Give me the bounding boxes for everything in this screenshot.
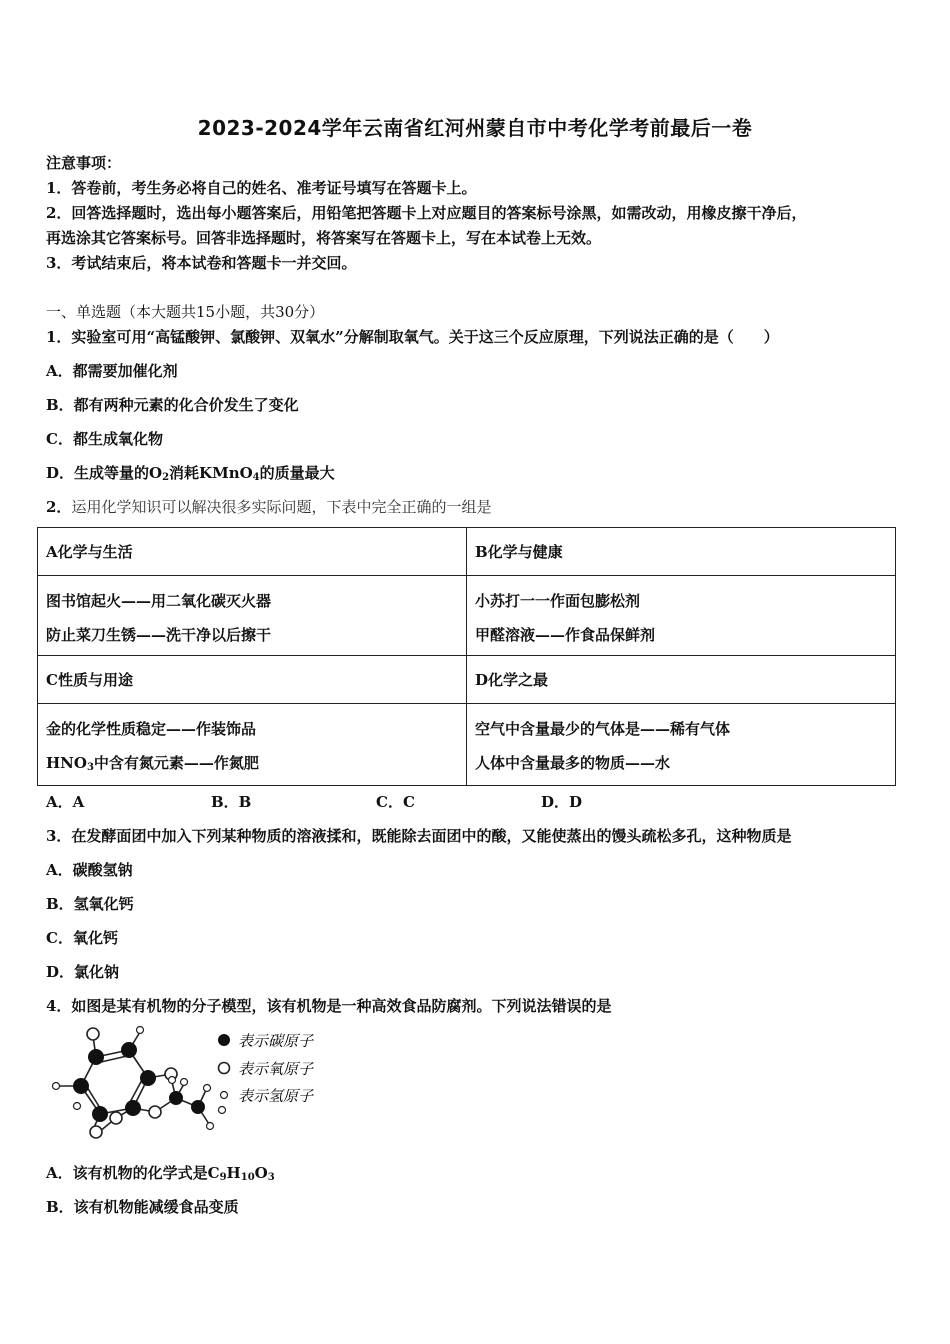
notice-item-1: 1．答卷前，考生务必将自己的姓名、准考证号填写在答题卡上。 (46, 179, 477, 197)
notice-item-2: 2．回答选择题时，选出每小题答案后，用铅笔把答题卡上对应题目的答案标号涂黑，如需改动，用橡皮擦干净后， (46, 204, 807, 222)
q3-option-d: D．氯化钠 (46, 963, 120, 981)
cell-c-head: C性质与用途 (38, 656, 467, 704)
cell-d-head: D化学之最 (467, 656, 896, 704)
q1-stem: 1．实验室可用“高锰酸钾、氯酸钾、双氧水”分解制取氧气。关于这三个反应原理，下列说法正确的是（ ） (46, 328, 779, 346)
q2-option-c: C．C (376, 793, 415, 811)
cell-d-body: 空气中含量最少的气体是——稀有气体 人体中含量最多的物质——水 (467, 704, 896, 786)
q4-option-a: A．该有机物的化学式是$C_9H_{10}O_3$ (46, 1164, 275, 1183)
q1-option-c: C．都生成氧化物 (46, 430, 163, 448)
q4-option-b: B．该有机物能减缓食品变质 (46, 1198, 239, 1216)
q3-option-b: B．氢氧化钙 (46, 895, 134, 913)
q2-option-a: A．A (46, 793, 85, 811)
notice-heading: 注意事项： (46, 154, 122, 172)
molecule-model-figure (44, 1022, 364, 1142)
legend-oxygen-label: 表示氧原子 (238, 1060, 314, 1078)
notice-item-3: 3．考试结束后，将本试卷和答题卡一并交回。 (46, 254, 357, 272)
cell-a-body: 图书馆起火——用二氧化碳灭火器 防止菜刀生锈——洗干净以后擦干 (38, 576, 467, 656)
legend-carbon-dot (218, 1034, 230, 1046)
cell-a-head: A化学与生活 (38, 528, 467, 576)
section-heading: 一、单选题（本大题共15小题，共30分） (46, 303, 325, 321)
notice-item-2-cont: 再选涂其它答案标号。回答非选择题时，将答案写在答题卡上，写在本试卷上无效。 (46, 229, 602, 247)
q1-option-a: A．都需要加催化剂 (46, 362, 178, 380)
q1-option-b: B．都有两种元素的化合价发生了变化 (46, 396, 299, 414)
q3-option-a: A．碳酸氢钠 (46, 861, 133, 879)
cell-b-head: B化学与健康 (467, 528, 896, 576)
cell-c-body: 金的化学性质稳定——作装饰品 $HNO_3$中含有氮元素——作氮肥 (38, 704, 467, 786)
q4-stem: 4．如图是某有机物的分子模型，该有机物是一种高效食品防腐剂。下列说法错误的是 (46, 997, 612, 1015)
q3-option-c: C．氧化钙 (46, 929, 118, 947)
q2-option-b: B．B (211, 793, 252, 811)
q3-stem: 3．在发酵面团中加入下列某种物质的溶液揉和，既能除去面团中的酸，又能使蒸出的馒头疏松多孔，这种物质是 (46, 827, 792, 845)
legend-hydrogen-dot (221, 1092, 228, 1099)
q1-option-d: D．生成等量的$O_2$消耗KMnO$_4$的质量最大 (46, 464, 335, 483)
q2-stem: 2．运用化学知识可以解决很多实际问题，下表中完全正确的一组是 (46, 498, 492, 516)
q2-option-d: D．D (541, 793, 583, 811)
cell-b-body: 小苏打一一作面包膨松剂 甲醛溶液——作食品保鲜剂 (467, 576, 896, 656)
page-title: 2023-2024学年云南省红河州蒙自市中考化学考前最后一卷 (197, 116, 753, 140)
legend-oxygen-dot (219, 1063, 230, 1074)
legend-hydrogen-label: 表示氢原子 (238, 1087, 314, 1105)
legend-carbon-label: 表示碳原子 (238, 1032, 314, 1050)
q2-table (37, 527, 896, 786)
